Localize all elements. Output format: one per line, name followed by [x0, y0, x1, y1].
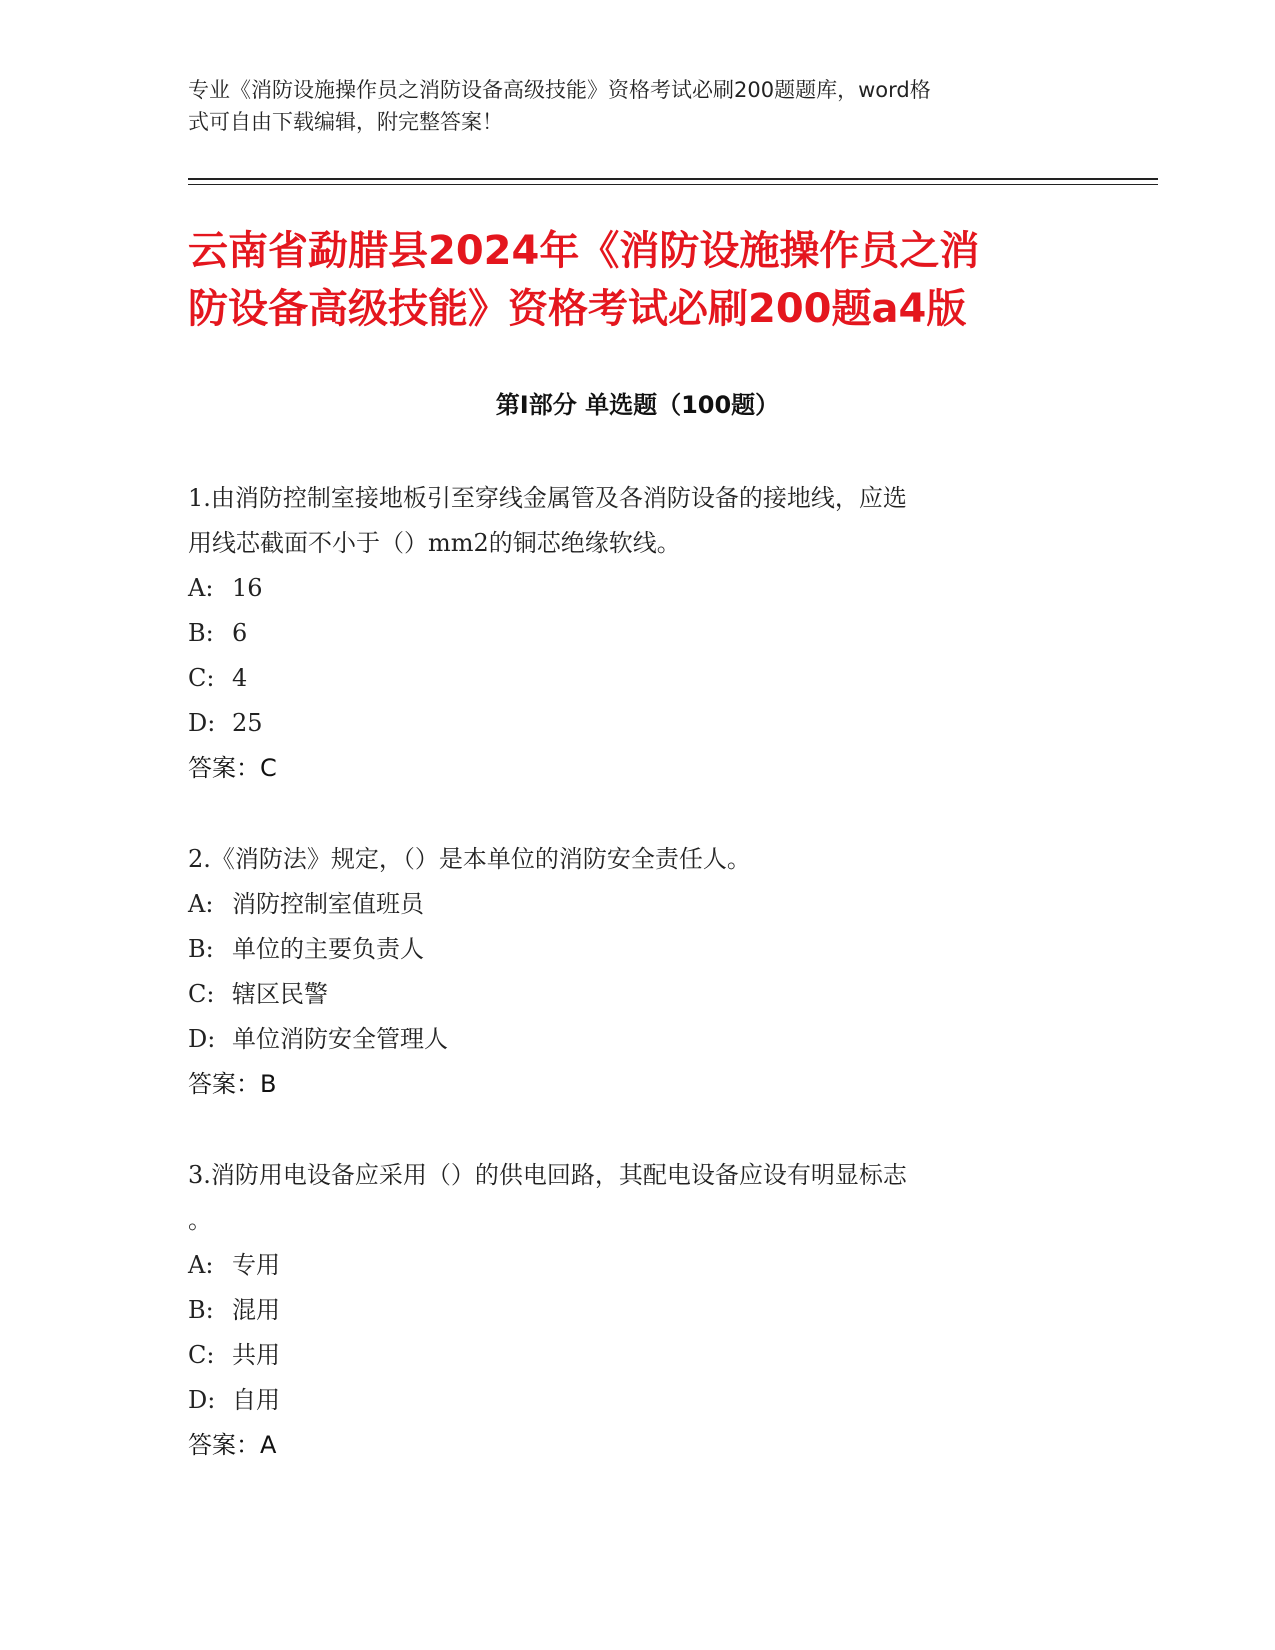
- answer-line: 答案：B: [188, 1070, 277, 1098]
- question-2: [188, 837, 1068, 1107]
- option-d: [188, 1017, 1068, 1062]
- option-c: [188, 1333, 1068, 1378]
- option-c: [188, 972, 1068, 1017]
- document-title-line-1: 云南省勐腊县2024年《消防设施操作员之消: [188, 228, 980, 274]
- question-stem-line: 用线芯截面不小于（）mm2的铜芯绝缘软线。: [188, 529, 681, 557]
- option-c: [188, 656, 1068, 701]
- question-stem-line: 1.由消防控制室接地板引至穿线金属管及各消防设备的接地线，应选: [188, 484, 907, 512]
- header-divider-thick: [188, 178, 1158, 180]
- question-stem-line: 3.消防用电设备应采用（）的供电回路，其配电设备应设有明显标志: [188, 1161, 907, 1189]
- option-text: 共用: [232, 1341, 280, 1369]
- option-text: 16: [232, 574, 263, 602]
- option-letter: B:: [188, 619, 214, 647]
- option-text: 辖区民警: [232, 980, 328, 1008]
- section-title: 第Ⅰ部分 单选题（100题）: [495, 391, 780, 419]
- option-a: [188, 566, 1068, 611]
- answer-line: 答案：A: [188, 1431, 277, 1459]
- question-list: [188, 476, 1068, 1514]
- option-letter: B:: [188, 935, 214, 963]
- option-d: [188, 1378, 1068, 1423]
- option-text: 混用: [232, 1296, 280, 1324]
- question-stem: [188, 1153, 1068, 1243]
- option-text: 消防控制室值班员: [232, 890, 424, 918]
- option-text: 单位消防安全管理人: [232, 1025, 448, 1053]
- option-letter: A:: [188, 574, 214, 602]
- option-b: [188, 927, 1068, 972]
- option-letter: A:: [188, 890, 214, 918]
- header-note-line-1: 专业《消防设施操作员之消防设备高级技能》资格考试必刷200题题库，word格: [188, 78, 931, 102]
- option-letter: D:: [188, 1025, 216, 1053]
- option-text: 专用: [232, 1251, 280, 1279]
- option-text: 自用: [232, 1386, 280, 1414]
- option-letter: B:: [188, 1296, 214, 1324]
- question-stem: [188, 476, 1068, 566]
- document-title: [188, 222, 1148, 338]
- option-a: [188, 1243, 1068, 1288]
- question-stem-line: 。: [188, 1206, 212, 1234]
- header-divider-thin: [188, 184, 1158, 185]
- option-letter: C:: [188, 664, 215, 692]
- question-1: [188, 476, 1068, 791]
- option-letter: D:: [188, 1386, 216, 1414]
- option-letter: C:: [188, 980, 215, 1008]
- header-note: [188, 74, 1068, 138]
- answer-line: 答案：C: [188, 754, 277, 782]
- question-3: [188, 1153, 1068, 1468]
- option-b: [188, 611, 1068, 656]
- option-d: [188, 701, 1068, 746]
- option-text: 单位的主要负责人: [232, 935, 424, 963]
- option-text: 25: [232, 709, 263, 737]
- document-title-line-2: 防设备高级技能》资格考试必刷200题a4版: [188, 286, 967, 332]
- option-a: [188, 882, 1068, 927]
- option-b: [188, 1288, 1068, 1333]
- option-letter: A:: [188, 1251, 214, 1279]
- question-stem: [188, 837, 1068, 882]
- option-text: 4: [232, 664, 248, 692]
- option-letter: D:: [188, 709, 216, 737]
- option-text: 6: [232, 619, 248, 647]
- question-stem-line: 2.《消防法》规定，（）是本单位的消防安全责任人。: [188, 845, 751, 873]
- header-note-line-2: 式可自由下载编辑，附完整答案！: [188, 110, 503, 134]
- option-letter: C:: [188, 1341, 215, 1369]
